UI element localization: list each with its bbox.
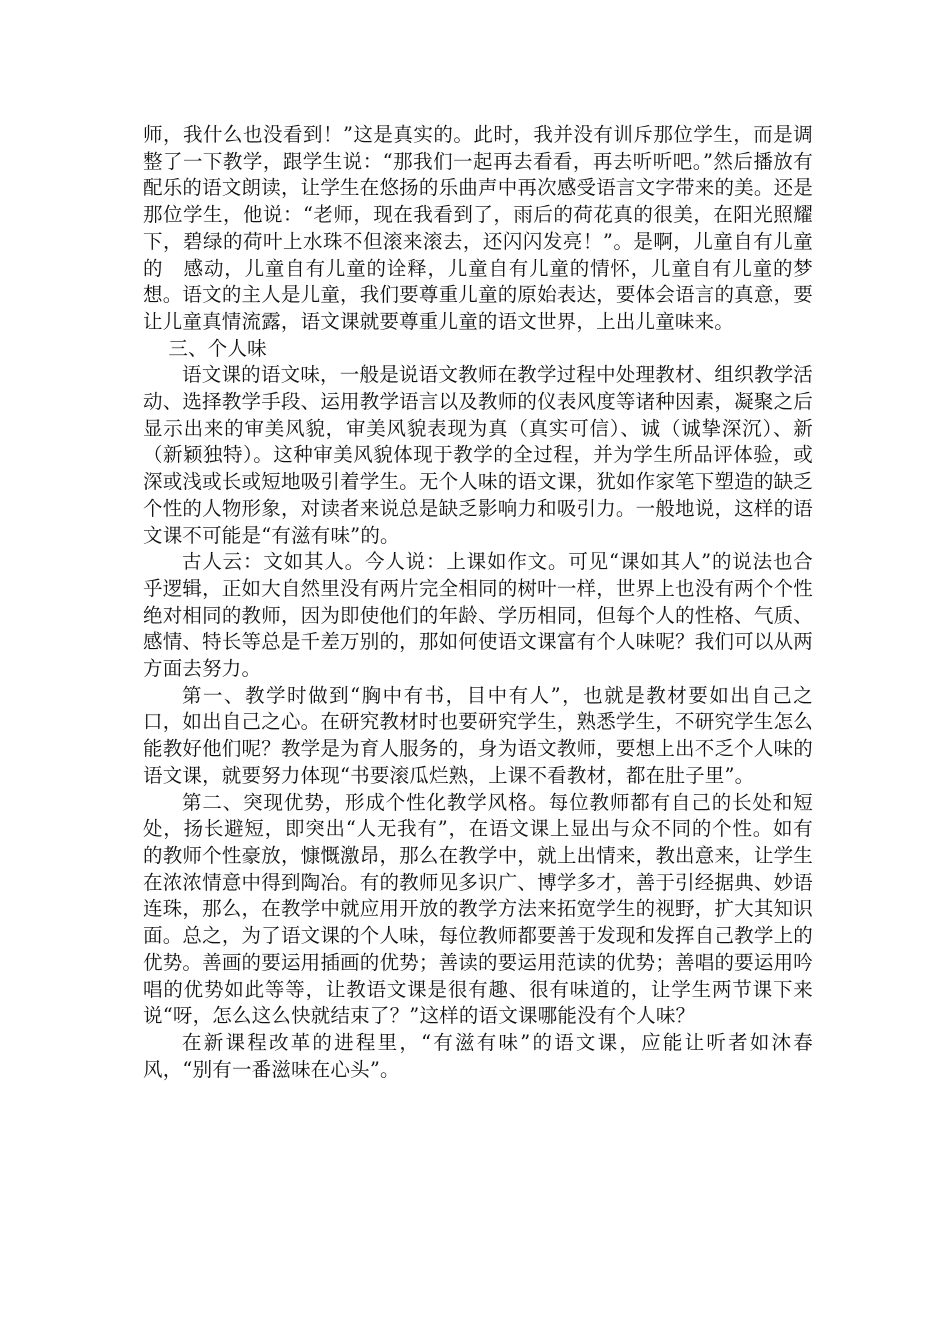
paragraph: 在新课程改革的进程里，“有滋有味”的语文课，应能让听者如沐春风，“别有一番滋味在心头”。 [143,1030,813,1081]
section-heading: 三、个人味 [168,336,267,360]
paragraph: 语文课的语文味，一般是说语文教师在教学过程中处理教材、组织教学活动、选择教学手段、运用教学语言以及教师的仪表风度等诸种因素，凝聚之后显示出来的审美风貌，审美风貌表现为真（真实可信）、诚（诚挚深沉）、新（新颖独特）。这种审美风貌体现于教学的全过程，并为学生所品评体验，或深或浅或长或短地吸引着学生。无个人味的语文课，犹如作家笔下塑造的缺乏个性的人物形象，对读者来说总是缺乏影响力和吸引力。一般地说，这样的语文课不可能是“有滋有味”的。 [143,363,813,547]
paragraph: 第一、教学时做到“胸中有书，目中有人”，也就是教材要如出自己之口，如出自己之心。在研究教材时也要研究学生，熟悉学生，不研究学生怎么能教好他们呢？教学是为育人服务的，身为语文教师，要想上出不乏个人味的语文课，就要努力体现“书要滚瓜烂熟，上课不看教材，都在肚子里”。 [143,683,813,787]
paragraph: 第二、突现优势，形成个性化教学风格。每位教师都有自己的长处和短处，扬长避短，即突出“人无我有”，在语文课上显出与众不同的个性。如有的教师个性豪放，慷慨激昂，那么在教学中，就上出情来，教出意来，让学生在浓浓情意中得到陶冶。有的教师见多识广、博学多才，善于引经据典、妙语连珠，那么，在教学中就应用开放的教学方法来拓宽学生的视野，扩大其知识面。总之，为了语文课的个人味，每位教师都要善于发现和发挥自己教学上的优势。善画的要运用插画的优势；善读的要运用范读的优势；善唱的要运用吟唱的优势如此等等，让教语文课是很有趣、很有味道的，让学生两节课下来说“呀，怎么这么快就结束了？”这样的语文课哪能没有个人味？ [143,790,813,1028]
paragraph: 古人云：文如其人。今人说：上课如作文。可见“课如其人”的说法也合乎逻辑，正如大自然里没有两片完全相同的树叶一样，世界上也没有两个个性绝对相同的教师，因为即使他们的年龄、学历相同，但每个人的性格、气质、感情、特长等总是千差万别的，那如何使语文课富有个人味呢？我们可以从两方面去努力。 [143,550,813,681]
paragraph-continuation: 师，我什么也没看到！”这是真实的。此时，我并没有训斥那位学生，而是调整了一下教学，跟学生说：“那我们一起再去看看，再去听听吧。”然后播放有配乐的语文朗读，让学生在悠扬的乐曲声中再次感受语言文字带来的美。还是那位学生，他说：“老师，现在我看到了，雨后的荷花真的很美，在阳光照耀下，碧绿的荷叶上水珠不但滚来滚去，还闪闪发亮！”。是啊，儿童自有儿童的 感动，儿童自有儿童的诠释，儿童自有儿童的情怀，儿童自有儿童的梦想。语文的主人是儿童，我们要尊重儿童的原始表达，要体会语言的真意，要让儿童真情流露，语文课就要尊重儿童的语文世界，上出儿童味来。 [143,123,813,333]
document-page [143,122,813,1083]
